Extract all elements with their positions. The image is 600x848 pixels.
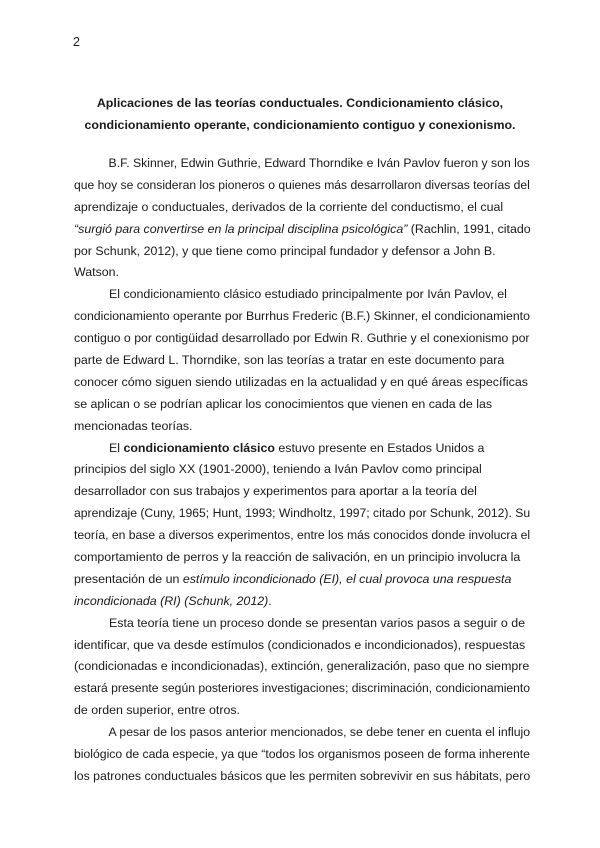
text-line bbox=[74, 219, 530, 241]
text-line bbox=[74, 438, 530, 460]
text-line: A pesar de los pasos anterior mencionados, se debe tener en cuenta el influjo bbox=[108, 725, 531, 740]
text-fragment: estuvo presente en Estados Unidos a bbox=[274, 440, 485, 455]
text-line: de orden superior, entre otros. bbox=[74, 703, 240, 718]
text-line: contiguo o por contigüidad desarrollado por Edwin R. Guthrie y el conexionismo por bbox=[74, 331, 530, 346]
bold-term: condicionamiento clásico bbox=[123, 440, 275, 455]
document-title bbox=[60, 92, 540, 136]
text-line: parte de Edward L. Thorndike, son las teorías a tratar en este documento para bbox=[74, 353, 505, 368]
text-line: por Schunk, 2012), y que tiene como principal fundador y defensor a John B. bbox=[74, 243, 496, 258]
text-line: desarrollador con sus trabajos y experimentos para aportar a la teoría del bbox=[74, 484, 477, 499]
text-line: condicionamiento operante por Burrhus Frederic (B.F.) Skinner, el condicionamiento bbox=[74, 309, 530, 324]
text-line: comportamiento de perros y la reacción de salivación, en un principio involucra la bbox=[74, 550, 521, 565]
paragraph-5 bbox=[74, 722, 530, 788]
text-line: que hoy se consideran los pioneros o quienes más desarrollaron diversas teorías del bbox=[74, 177, 530, 192]
text-line: los patrones conductuales básicos que les permiten sobrevivir en sus hábitats, pero bbox=[74, 768, 531, 783]
text-line: B.F. Skinner, Edwin Guthrie, Edward Thorndike e Iván Pavlov fueron y son los bbox=[108, 156, 530, 170]
text-line: aprendizaje (Cuny, 1965; Hunt, 1993; Windholtz, 1997; citado por Schunk, 2012). Su bbox=[74, 506, 531, 521]
page-number: 2 bbox=[73, 35, 80, 49]
text-line: (condicionadas e incondicionadas), extinción, generalización, paso que no siempre bbox=[74, 659, 530, 674]
text-line: teoría, en base a diversos experimentos, entre los más conocidos donde involucra el bbox=[74, 528, 531, 543]
text-line: aprendizaje o conductuales, derivados de la corriente del conductismo, el cual bbox=[74, 199, 504, 214]
paragraph-2 bbox=[74, 284, 530, 437]
text-line bbox=[74, 591, 530, 613]
text-line: El condicionamiento clásico estudiado principalmente por Iván Pavlov, el bbox=[109, 287, 507, 302]
text-line bbox=[74, 569, 530, 591]
text-line: biológico de cada especie, ya que “todos los organismos poseen de forma inherente bbox=[74, 747, 530, 762]
text-line: principios del siglo XX (1901-2000), teniendo a Iván Pavlov como principal bbox=[74, 462, 482, 477]
text-line: se aplican o se podrían aplicar los conocimientos que vienen en cada de las bbox=[74, 396, 493, 411]
text-fragment: . bbox=[268, 593, 272, 608]
title-line-2: condicionamiento operante, condicionamiento contiguo y conexionismo. bbox=[84, 118, 516, 132]
quote-italic: “surgió para convertirse en la principal disciplina psicológica” bbox=[74, 221, 408, 236]
paragraph-4 bbox=[74, 613, 530, 722]
citation-text: (Rachlin, 1991, citado bbox=[407, 221, 531, 236]
text-line: conocer cómo siguen siendo utilizadas en la actualidad y en qué áreas específicas bbox=[74, 374, 528, 389]
text-line: mencionadas teorías. bbox=[74, 418, 193, 433]
paragraph-1 bbox=[74, 153, 530, 284]
text-line: identificar, que va desde estímulos (condicionados e incondicionados), respuestas bbox=[74, 637, 526, 652]
text-line: estará presente según posteriores investigaciones; discriminación, condicionamiento bbox=[74, 681, 531, 696]
text-line: Esta teoría tiene un proceso donde se presentan varios pasos a seguir o de bbox=[109, 615, 526, 630]
text-line: Watson. bbox=[74, 265, 119, 280]
text-fragment: El bbox=[109, 440, 124, 455]
text-fragment: presentación de un bbox=[74, 571, 183, 586]
italic-text: incondicionada (RI) (Schunk, 2012) bbox=[74, 593, 269, 608]
document-body bbox=[74, 153, 530, 788]
italic-text: estímulo incondicionado (EI), el cual provoca una respuesta bbox=[182, 571, 512, 586]
paragraph-3 bbox=[74, 438, 530, 613]
title-line-1: Aplicaciones de las teorías conductuales. Condicionamiento clásico, bbox=[96, 96, 504, 110]
